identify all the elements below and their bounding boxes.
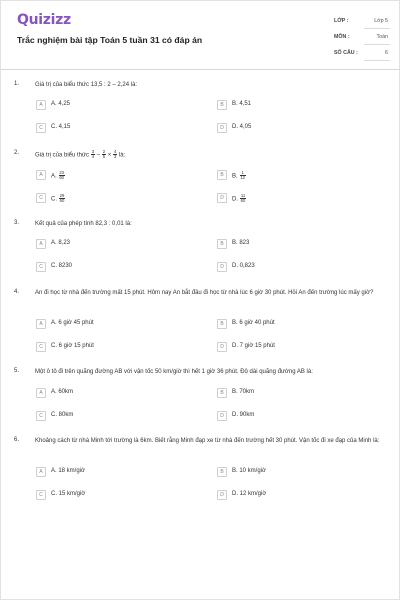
option-a[interactable] [36, 239, 186, 249]
option-c-checkbox[interactable]: C [36, 262, 46, 272]
option-a-text: A. 4,25 [51, 101, 71, 107]
option-d-checkbox[interactable]: D [217, 342, 227, 352]
option-d-text: D. 4,05 [232, 124, 252, 130]
option-b-checkbox[interactable]: B [217, 239, 227, 249]
option-c-text: C. $\frac{29}{60}$ [51, 193, 65, 204]
option-c[interactable] [36, 262, 186, 272]
operator: – [96, 152, 101, 159]
subject-underline [364, 44, 390, 45]
option-b[interactable] [217, 239, 367, 249]
option-c[interactable] [36, 411, 186, 421]
class-underline [364, 28, 390, 29]
option-b[interactable] [217, 319, 367, 329]
option-c-text: C. 15 km/giờ [51, 491, 86, 497]
option-a-checkbox[interactable]: A [36, 319, 46, 329]
option-d[interactable] [217, 490, 367, 500]
option-a-text: A. 8,23 [51, 240, 71, 246]
option-d-text: D. 7 giờ 15 phút [232, 343, 275, 349]
question-text: Một ô tô đi trên quãng đường AB với vận tốc 50 km/giờ thì hết 1 giờ 36 phút. Độ dài quãng đường AB là: [35, 369, 313, 375]
question-text-end: là: [118, 152, 126, 159]
option-c[interactable] [36, 490, 186, 500]
option-c-text: C. 4,15 [51, 124, 71, 130]
option-b-text: B. 4,51 [232, 101, 252, 107]
fraction: $\frac{1}{12}$ [240, 170, 246, 181]
option-d-checkbox[interactable]: D [217, 262, 227, 272]
option-a-checkbox[interactable]: A [36, 100, 46, 110]
option-a-text: A. 60km [51, 389, 74, 395]
option-d-checkbox[interactable]: D [217, 193, 227, 203]
question-number: 5. [14, 368, 20, 374]
option-b-text: B. 10 km/giờ [232, 468, 266, 474]
question-number: 3. [14, 220, 20, 226]
question-text: Khoảng cách từ nhà Minh tới trường là 6km. Biết rằng Minh đạp xe từ nhà đến trường hết 30 phút. Vận tốc đi xe đạp của Minh là: [35, 438, 380, 444]
option-b-checkbox[interactable]: B [217, 388, 227, 398]
option-c-checkbox[interactable]: C [36, 123, 46, 133]
option-b[interactable] [217, 170, 367, 180]
option-a[interactable] [36, 100, 186, 110]
option-d-text: D. 12 km/giờ [232, 491, 267, 497]
option-d[interactable] [217, 123, 367, 133]
option-b[interactable] [217, 388, 367, 398]
question-text: Giá trị của biểu thức 13,5 : 2 – 2,24 là: [35, 82, 138, 88]
option-b-checkbox[interactable]: B [217, 170, 227, 180]
option-b-text: B. 70km [232, 389, 255, 395]
option-d-checkbox[interactable]: D [217, 490, 227, 500]
option-d[interactable] [217, 342, 367, 352]
option-a-checkbox[interactable]: A [36, 467, 46, 477]
worksheet-header [1, 1, 400, 70]
question-number: 6. [14, 437, 20, 443]
page-title: Trắc nghiệm bài tập Toán 5 tuần 31 có đáp án [17, 35, 203, 45]
option-d-checkbox[interactable]: D [217, 411, 227, 421]
option-d[interactable] [217, 262, 367, 272]
quizizz-logo: Quizizz [17, 12, 71, 28]
fraction: $\frac{3}{4}$ [91, 149, 95, 160]
option-a-text: A. 18 km/giờ [51, 468, 85, 474]
option-b-text: B. $\frac{1}{12}$ [232, 170, 246, 181]
question-text: Kết quả của phép tính 82,3 : 0,01 là: [35, 221, 132, 227]
option-d[interactable] [217, 193, 367, 203]
option-b-checkbox[interactable]: B [217, 100, 227, 110]
option-c-text: C. 8230 [51, 263, 73, 269]
option-a-checkbox[interactable]: A [36, 170, 46, 180]
question-count-underline [364, 60, 390, 61]
option-a-checkbox[interactable]: A [36, 239, 46, 249]
fraction: $\frac{11}{60}$ [240, 193, 246, 204]
question-number: 1. [14, 81, 20, 87]
question-text: An đi học từ nhà đến trường mất 15 phút. Hôm nay An bắt đầu đi học từ nhà lúc 6 giờ 30 phút. Hỏi An đến trường lúc mấy giờ? [35, 290, 374, 296]
option-b-checkbox[interactable]: B [217, 467, 227, 477]
option-d-text: D. $\frac{11}{60}$ [232, 193, 246, 204]
option-a[interactable] [36, 467, 186, 477]
option-b[interactable] [217, 467, 367, 477]
option-c-checkbox[interactable]: C [36, 342, 46, 352]
option-c-checkbox[interactable]: C [36, 193, 46, 203]
class-label: LỚP : [334, 18, 349, 24]
subject-value: Toán [376, 34, 388, 40]
option-a-text: A. 6 giờ 45 phút [51, 320, 94, 326]
option-c-text: C. 6 giờ 15 phút [51, 343, 94, 349]
question-number: 4. [14, 289, 20, 295]
option-c-text: C. 80km [51, 412, 74, 418]
subject-label: MÔN : [334, 34, 350, 40]
class-field [334, 14, 390, 30]
fraction: $\frac{29}{60}$ [59, 193, 65, 204]
option-a[interactable] [36, 319, 186, 329]
question-text [35, 150, 391, 161]
class-value: Lớp 5 [374, 18, 388, 24]
option-c[interactable] [36, 123, 186, 133]
option-c[interactable] [36, 193, 186, 203]
question-count-value: 6 [385, 50, 388, 56]
question-number: 2. [14, 150, 20, 156]
fraction: $\frac{4}{3}$ [113, 149, 117, 160]
option-a-text: A. $\frac{23}{60}$ [51, 170, 65, 181]
option-b-text: B. 823 [232, 240, 250, 246]
fraction: $\frac{23}{60}$ [59, 170, 65, 181]
subject-field [334, 30, 390, 46]
fraction: $\frac{2}{5}$ [102, 149, 106, 160]
option-b[interactable] [217, 100, 367, 110]
option-a-checkbox[interactable]: A [36, 388, 46, 398]
option-b-text: B. 6 giờ 40 phút [232, 320, 275, 326]
option-d-text: D. 90km [232, 412, 255, 418]
option-d[interactable] [217, 411, 367, 421]
question-count-label: SỐ CÂU : [334, 50, 358, 56]
option-a[interactable] [36, 170, 186, 180]
operator: × [107, 152, 112, 159]
question-text-start: Giá trị của biểu thức [35, 152, 90, 159]
option-c-checkbox[interactable]: C [36, 411, 46, 421]
option-d-text: D. 0,823 [232, 263, 255, 269]
option-a[interactable] [36, 388, 186, 398]
option-c[interactable] [36, 342, 186, 352]
question-count-field [334, 46, 390, 62]
option-c-checkbox[interactable]: C [36, 490, 46, 500]
option-b-checkbox[interactable]: B [217, 319, 227, 329]
option-d-checkbox[interactable]: D [217, 123, 227, 133]
